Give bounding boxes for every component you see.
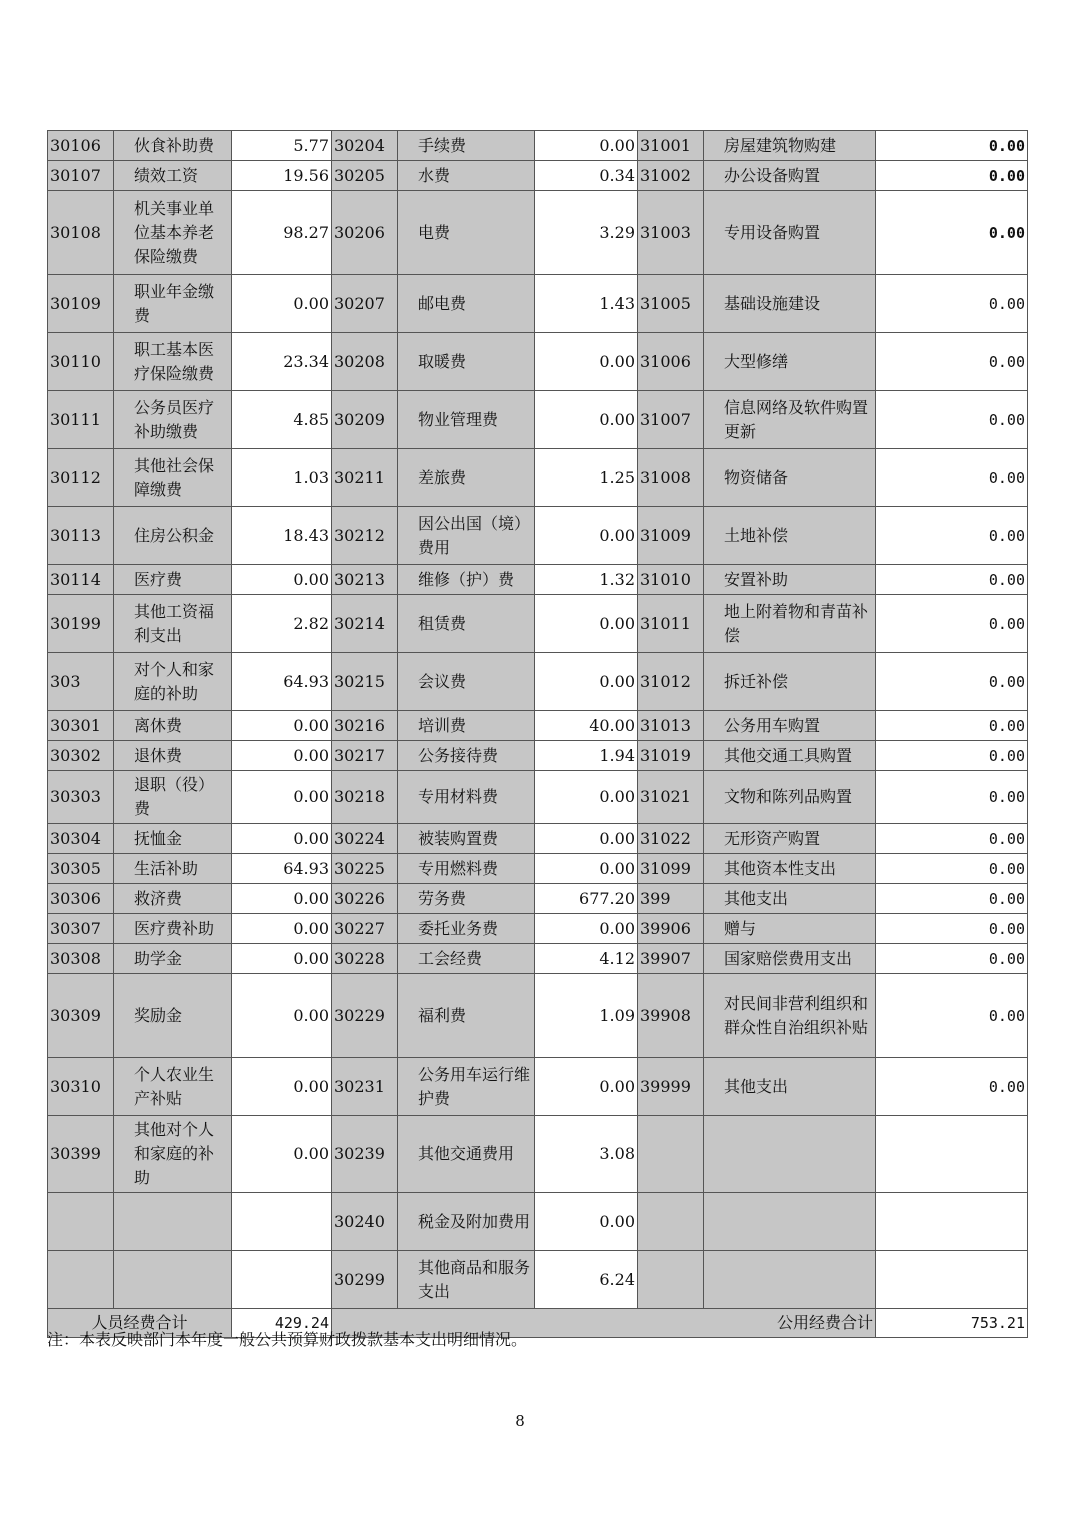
table-note: 注：本表反映部门本年度一般公共预算财政拨款基本支出明细情况。 xyxy=(47,1330,528,1349)
name-capital: 房屋建筑物购建 xyxy=(704,131,876,161)
name-public: 电费 xyxy=(398,191,535,275)
amount-personnel: 0.00 xyxy=(232,884,332,914)
table-row xyxy=(48,653,1028,711)
name-personnel: 公务员医疗补助缴费 xyxy=(114,391,232,449)
code-public: 30240 xyxy=(332,1193,398,1251)
name-public: 水费 xyxy=(398,161,535,191)
amount-capital: 0.00 xyxy=(876,565,1028,595)
name-personnel: 其他对个人和家庭的补助 xyxy=(114,1116,232,1193)
name-capital xyxy=(704,1116,876,1193)
name-personnel: 其他社会保障缴费 xyxy=(114,449,232,507)
amount-public: 0.00 xyxy=(535,914,638,944)
name-personnel: 退休费 xyxy=(114,741,232,771)
code-public: 30224 xyxy=(332,824,398,854)
table-row xyxy=(48,914,1028,944)
code-capital xyxy=(638,1193,704,1251)
name-personnel: 机关事业单位基本养老保险缴费 xyxy=(114,191,232,275)
amount-capital: 0.00 xyxy=(876,771,1028,824)
amount-personnel: 0.00 xyxy=(232,741,332,771)
code-public: 30239 xyxy=(332,1116,398,1193)
code-personnel: 30110 xyxy=(48,333,114,391)
name-public: 税金及附加费用 xyxy=(398,1193,535,1251)
name-public: 维修（护）费 xyxy=(398,565,535,595)
code-personnel: 30310 xyxy=(48,1058,114,1116)
amount-public: 0.00 xyxy=(535,595,638,653)
name-personnel: 职工基本医疗保险缴费 xyxy=(114,333,232,391)
amount-capital xyxy=(876,1116,1028,1193)
name-capital: 地上附着物和青苗补偿 xyxy=(704,595,876,653)
code-personnel: 30399 xyxy=(48,1116,114,1193)
code-personnel: 30112 xyxy=(48,449,114,507)
code-capital xyxy=(638,1251,704,1309)
code-public: 30218 xyxy=(332,771,398,824)
name-public: 专用材料费 xyxy=(398,771,535,824)
amount-capital: 0.00 xyxy=(876,333,1028,391)
code-personnel: 303 xyxy=(48,653,114,711)
code-personnel: 30111 xyxy=(48,391,114,449)
amount-public: 0.00 xyxy=(535,854,638,884)
code-public: 30205 xyxy=(332,161,398,191)
name-capital: 其他支出 xyxy=(704,1058,876,1116)
amount-public: 0.00 xyxy=(535,771,638,824)
amount-public: 1.09 xyxy=(535,974,638,1058)
name-personnel: 伙食补助费 xyxy=(114,131,232,161)
amount-capital: 0.00 xyxy=(876,711,1028,741)
name-public: 物业管理费 xyxy=(398,391,535,449)
public-total-label: 公用经费合计 xyxy=(332,1309,876,1338)
amount-capital: 0.00 xyxy=(876,507,1028,565)
table-row xyxy=(48,711,1028,741)
name-capital xyxy=(704,1193,876,1251)
amount-capital: 0.00 xyxy=(876,1058,1028,1116)
name-capital: 国家赔偿费用支出 xyxy=(704,944,876,974)
code-capital: 31006 xyxy=(638,333,704,391)
amount-capital: 0.00 xyxy=(876,653,1028,711)
name-public: 委托业务费 xyxy=(398,914,535,944)
amount-personnel xyxy=(232,1251,332,1309)
amount-personnel: 4.85 xyxy=(232,391,332,449)
table-row xyxy=(48,824,1028,854)
amount-personnel: 0.00 xyxy=(232,711,332,741)
table-row xyxy=(48,595,1028,653)
code-public: 30208 xyxy=(332,333,398,391)
code-personnel: 30309 xyxy=(48,974,114,1058)
amount-capital: 0.00 xyxy=(876,944,1028,974)
amount-personnel: 0.00 xyxy=(232,565,332,595)
name-personnel: 个人农业生产补贴 xyxy=(114,1058,232,1116)
name-personnel: 其他工资福利支出 xyxy=(114,595,232,653)
amount-public: 0.00 xyxy=(535,333,638,391)
amount-personnel: 1.03 xyxy=(232,449,332,507)
name-capital: 信息网络及软件购置更新 xyxy=(704,391,876,449)
amount-capital: 0.00 xyxy=(876,449,1028,507)
name-personnel: 离休费 xyxy=(114,711,232,741)
code-public: 30227 xyxy=(332,914,398,944)
code-personnel: 30301 xyxy=(48,711,114,741)
amount-public: 0.00 xyxy=(535,824,638,854)
table-row xyxy=(48,565,1028,595)
budget-detail-table xyxy=(47,130,1028,1338)
name-capital: 大型修缮 xyxy=(704,333,876,391)
amount-public: 3.08 xyxy=(535,1116,638,1193)
amount-public: 1.43 xyxy=(535,275,638,333)
code-capital: 31005 xyxy=(638,275,704,333)
name-capital: 对民间非营利组织和群众性自治组织补贴 xyxy=(704,974,876,1058)
name-public: 租赁费 xyxy=(398,595,535,653)
name-public: 专用燃料费 xyxy=(398,854,535,884)
amount-personnel: 19.56 xyxy=(232,161,332,191)
name-personnel: 职业年金缴费 xyxy=(114,275,232,333)
amount-personnel xyxy=(232,1193,332,1251)
code-personnel: 30113 xyxy=(48,507,114,565)
amount-capital xyxy=(876,1251,1028,1309)
name-personnel: 抚恤金 xyxy=(114,824,232,854)
code-personnel xyxy=(48,1193,114,1251)
code-capital: 31009 xyxy=(638,507,704,565)
amount-public: 1.25 xyxy=(535,449,638,507)
amount-public: 677.20 xyxy=(535,884,638,914)
name-capital: 其他资本性支出 xyxy=(704,854,876,884)
name-public: 手续费 xyxy=(398,131,535,161)
personnel-total-value: 429.24 xyxy=(232,1309,332,1338)
name-public: 公务用车运行维护费 xyxy=(398,1058,535,1116)
amount-public: 0.00 xyxy=(535,131,638,161)
name-public: 公务接待费 xyxy=(398,741,535,771)
name-public: 会议费 xyxy=(398,653,535,711)
code-capital xyxy=(638,1116,704,1193)
code-capital: 31002 xyxy=(638,161,704,191)
code-public: 30299 xyxy=(332,1251,398,1309)
code-personnel xyxy=(48,1251,114,1309)
table-row xyxy=(48,944,1028,974)
code-public: 30211 xyxy=(332,449,398,507)
name-public: 邮电费 xyxy=(398,275,535,333)
code-capital: 31012 xyxy=(638,653,704,711)
code-public: 30231 xyxy=(332,1058,398,1116)
name-public: 劳务费 xyxy=(398,884,535,914)
code-public: 30213 xyxy=(332,565,398,595)
amount-personnel: 0.00 xyxy=(232,275,332,333)
amount-public: 3.29 xyxy=(535,191,638,275)
code-public: 30209 xyxy=(332,391,398,449)
code-personnel: 30307 xyxy=(48,914,114,944)
code-public: 30206 xyxy=(332,191,398,275)
amount-public: 0.00 xyxy=(535,507,638,565)
amount-public: 4.12 xyxy=(535,944,638,974)
amount-public: 0.00 xyxy=(535,1058,638,1116)
name-personnel xyxy=(114,1193,232,1251)
name-capital xyxy=(704,1251,876,1309)
amount-capital: 0.00 xyxy=(876,191,1028,275)
table-row xyxy=(48,741,1028,771)
name-public: 其他商品和服务支出 xyxy=(398,1251,535,1309)
amount-capital: 0.00 xyxy=(876,854,1028,884)
amount-capital: 0.00 xyxy=(876,741,1028,771)
code-public: 30204 xyxy=(332,131,398,161)
name-personnel: 退职（役）费 xyxy=(114,771,232,824)
amount-personnel: 64.93 xyxy=(232,653,332,711)
amount-personnel: 0.00 xyxy=(232,974,332,1058)
code-personnel: 30199 xyxy=(48,595,114,653)
amount-personnel: 2.82 xyxy=(232,595,332,653)
code-personnel: 30304 xyxy=(48,824,114,854)
name-personnel: 生活补助 xyxy=(114,854,232,884)
code-personnel: 30302 xyxy=(48,741,114,771)
code-capital: 31019 xyxy=(638,741,704,771)
name-personnel: 住房公积金 xyxy=(114,507,232,565)
code-capital: 31021 xyxy=(638,771,704,824)
table-row xyxy=(48,1251,1028,1309)
amount-capital xyxy=(876,1193,1028,1251)
name-capital: 安置补助 xyxy=(704,565,876,595)
amount-capital: 0.00 xyxy=(876,275,1028,333)
code-personnel: 30303 xyxy=(48,771,114,824)
name-public: 差旅费 xyxy=(398,449,535,507)
table-row xyxy=(48,391,1028,449)
name-capital: 基础设施建设 xyxy=(704,275,876,333)
name-personnel: 绩效工资 xyxy=(114,161,232,191)
code-public: 30215 xyxy=(332,653,398,711)
amount-public: 0.00 xyxy=(535,653,638,711)
amount-public: 0.00 xyxy=(535,1193,638,1251)
table-row xyxy=(48,191,1028,275)
name-capital: 文物和陈列品购置 xyxy=(704,771,876,824)
name-capital: 拆迁补偿 xyxy=(704,653,876,711)
amount-public: 1.94 xyxy=(535,741,638,771)
name-capital: 土地补偿 xyxy=(704,507,876,565)
public-total-value: 753.21 xyxy=(876,1309,1028,1338)
code-public: 30229 xyxy=(332,974,398,1058)
code-capital: 31008 xyxy=(638,449,704,507)
code-personnel: 30108 xyxy=(48,191,114,275)
name-personnel: 医疗费 xyxy=(114,565,232,595)
name-capital: 其他交通工具购置 xyxy=(704,741,876,771)
table-row xyxy=(48,1058,1028,1116)
name-personnel: 对个人和家庭的补助 xyxy=(114,653,232,711)
name-capital: 赠与 xyxy=(704,914,876,944)
name-personnel: 医疗费补助 xyxy=(114,914,232,944)
amount-personnel: 23.34 xyxy=(232,333,332,391)
amount-personnel: 98.27 xyxy=(232,191,332,275)
name-public: 因公出国（境）费用 xyxy=(398,507,535,565)
table-row xyxy=(48,275,1028,333)
page-number: 8 xyxy=(515,1412,525,1430)
name-capital: 物资储备 xyxy=(704,449,876,507)
amount-personnel: 18.43 xyxy=(232,507,332,565)
table-row xyxy=(48,449,1028,507)
name-personnel: 救济费 xyxy=(114,884,232,914)
code-capital: 31010 xyxy=(638,565,704,595)
table-row xyxy=(48,1193,1028,1251)
name-personnel: 助学金 xyxy=(114,944,232,974)
amount-personnel: 0.00 xyxy=(232,771,332,824)
name-capital: 其他支出 xyxy=(704,884,876,914)
amount-capital: 0.00 xyxy=(876,161,1028,191)
code-public: 30207 xyxy=(332,275,398,333)
amount-capital: 0.00 xyxy=(876,974,1028,1058)
amount-capital: 0.00 xyxy=(876,824,1028,854)
name-public: 福利费 xyxy=(398,974,535,1058)
code-public: 30226 xyxy=(332,884,398,914)
table-row xyxy=(48,161,1028,191)
amount-public: 0.34 xyxy=(535,161,638,191)
name-public: 取暖费 xyxy=(398,333,535,391)
name-public: 培训费 xyxy=(398,711,535,741)
code-personnel: 30114 xyxy=(48,565,114,595)
table-row xyxy=(48,333,1028,391)
table-row xyxy=(48,131,1028,161)
table-row xyxy=(48,771,1028,824)
amount-public: 6.24 xyxy=(535,1251,638,1309)
amount-personnel: 0.00 xyxy=(232,914,332,944)
table-row xyxy=(48,507,1028,565)
code-personnel: 30308 xyxy=(48,944,114,974)
code-public: 30228 xyxy=(332,944,398,974)
name-public: 工会经费 xyxy=(398,944,535,974)
amount-capital: 0.00 xyxy=(876,884,1028,914)
code-capital: 39906 xyxy=(638,914,704,944)
name-public: 其他交通费用 xyxy=(398,1116,535,1193)
table-row xyxy=(48,1116,1028,1193)
code-public: 30216 xyxy=(332,711,398,741)
code-personnel: 30106 xyxy=(48,131,114,161)
amount-capital: 0.00 xyxy=(876,595,1028,653)
code-capital: 31099 xyxy=(638,854,704,884)
amount-public: 40.00 xyxy=(535,711,638,741)
code-personnel: 30305 xyxy=(48,854,114,884)
table-row xyxy=(48,854,1028,884)
name-personnel: 奖励金 xyxy=(114,974,232,1058)
amount-personnel: 0.00 xyxy=(232,1116,332,1193)
amount-public: 1.32 xyxy=(535,565,638,595)
code-public: 30214 xyxy=(332,595,398,653)
name-capital: 专用设备购置 xyxy=(704,191,876,275)
code-capital: 31003 xyxy=(638,191,704,275)
name-personnel xyxy=(114,1251,232,1309)
code-capital: 39907 xyxy=(638,944,704,974)
amount-capital: 0.00 xyxy=(876,131,1028,161)
amount-personnel: 0.00 xyxy=(232,824,332,854)
name-capital: 无形资产购置 xyxy=(704,824,876,854)
code-capital: 39908 xyxy=(638,974,704,1058)
table-row xyxy=(48,884,1028,914)
code-capital: 399 xyxy=(638,884,704,914)
code-capital: 31013 xyxy=(638,711,704,741)
code-capital: 31011 xyxy=(638,595,704,653)
name-capital: 公务用车购置 xyxy=(704,711,876,741)
code-capital: 31022 xyxy=(638,824,704,854)
code-capital: 31001 xyxy=(638,131,704,161)
table-row xyxy=(48,974,1028,1058)
code-personnel: 30109 xyxy=(48,275,114,333)
code-public: 30217 xyxy=(332,741,398,771)
code-public: 30225 xyxy=(332,854,398,884)
code-capital: 39999 xyxy=(638,1058,704,1116)
code-personnel: 30107 xyxy=(48,161,114,191)
amount-personnel: 64.93 xyxy=(232,854,332,884)
code-public: 30212 xyxy=(332,507,398,565)
amount-capital: 0.00 xyxy=(876,914,1028,944)
name-capital: 办公设备购置 xyxy=(704,161,876,191)
amount-personnel: 5.77 xyxy=(232,131,332,161)
amount-personnel: 0.00 xyxy=(232,944,332,974)
name-public: 被装购置费 xyxy=(398,824,535,854)
personnel-total-label: 人员经费合计 xyxy=(48,1309,232,1338)
amount-personnel: 0.00 xyxy=(232,1058,332,1116)
amount-public: 0.00 xyxy=(535,391,638,449)
amount-capital: 0.00 xyxy=(876,391,1028,449)
code-personnel: 30306 xyxy=(48,884,114,914)
code-capital: 31007 xyxy=(638,391,704,449)
